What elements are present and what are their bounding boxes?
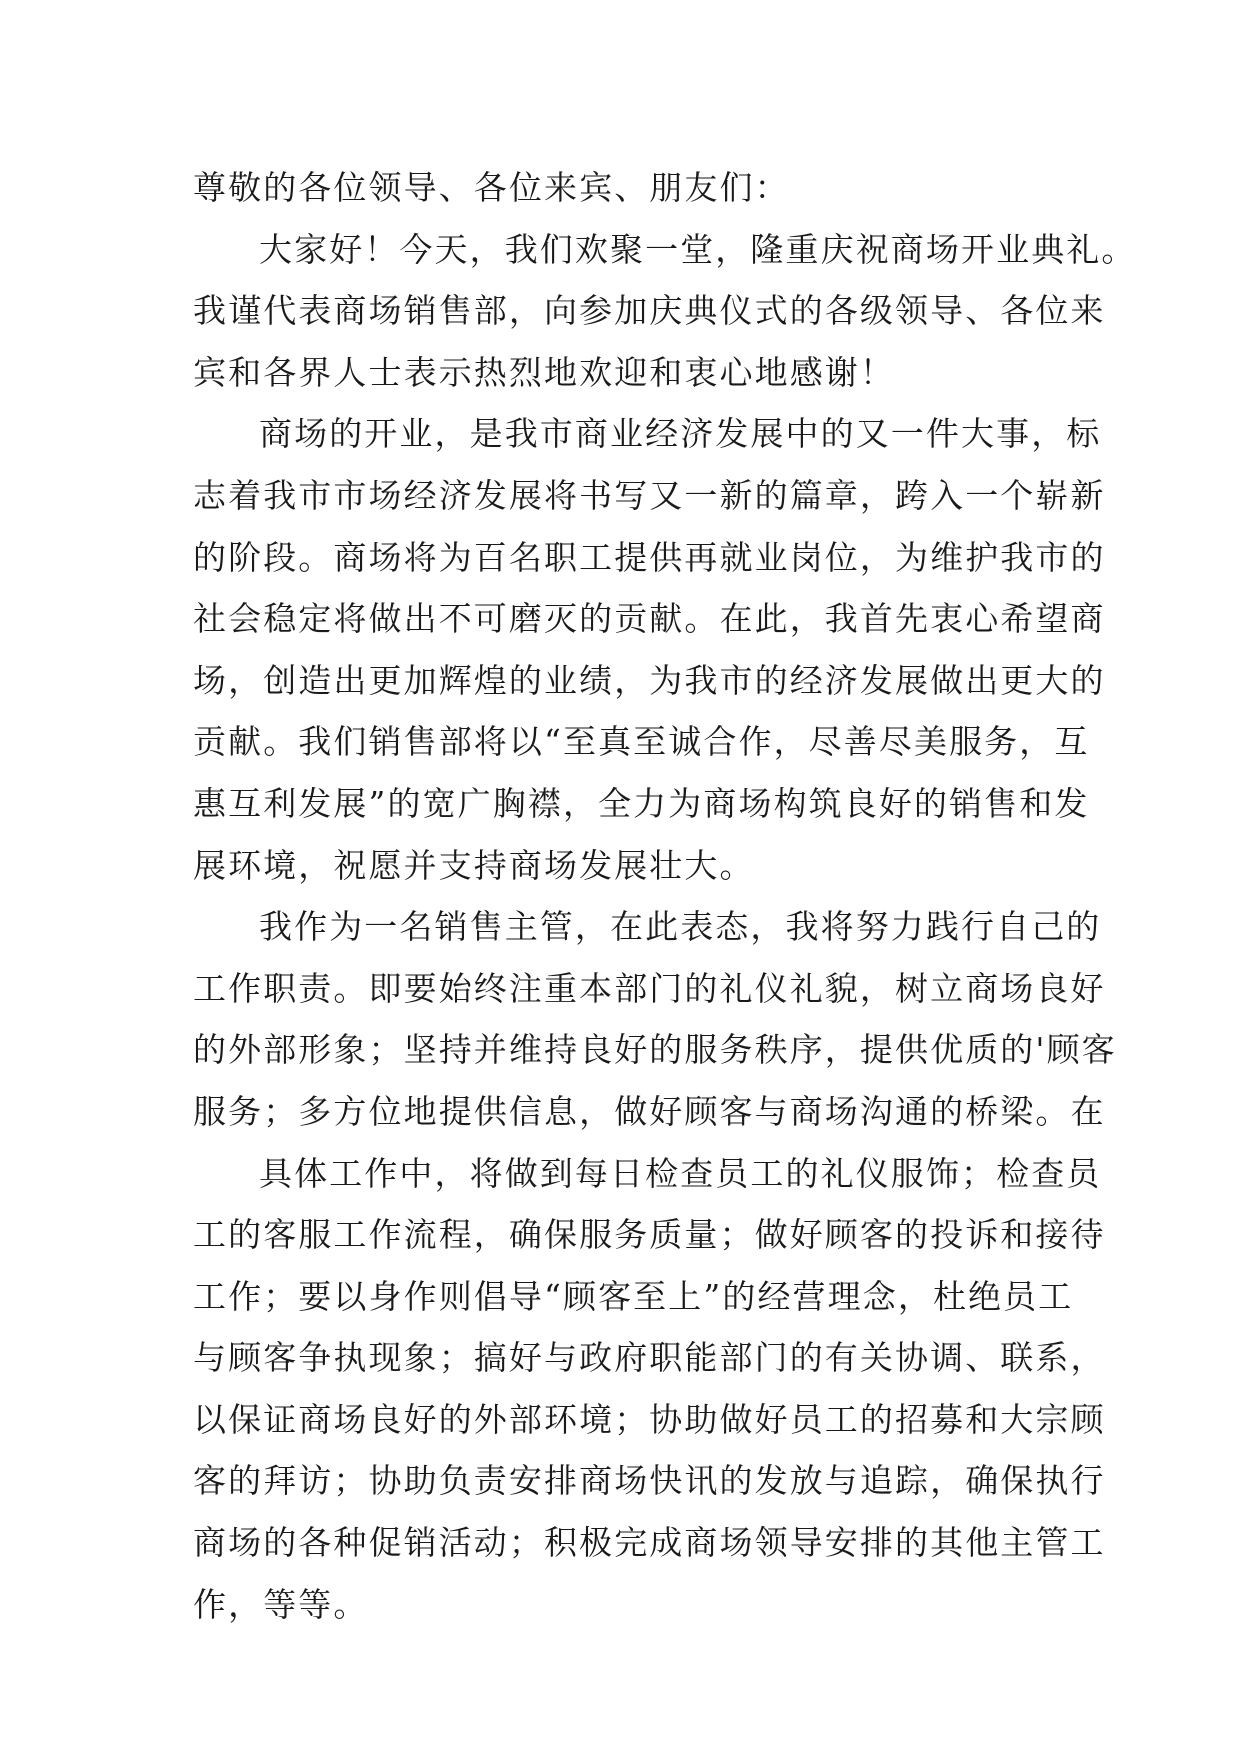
text-line: 以保证商场良好的外部环境；协助做好员工的招募和大宗顾 <box>193 1399 1106 1439</box>
paragraph-first-line: 我作为一名销售主管，在此表态，我将努力践行自己的 <box>259 907 1102 947</box>
text-line: 与顾客争执现象；搞好与政府职能部门的有关协调、联系， <box>193 1338 1106 1378</box>
text-line: 社会稳定将做出不可磨灭的贡献。在此，我首先衷心希望商 <box>193 599 1106 639</box>
text-line: 作，等等。 <box>193 1584 369 1624</box>
text-line: 惠互利发展”的宽广胸襟，全力为商场构筑良好的销售和发 <box>193 783 1090 823</box>
paragraph-first-line: 具体工作中，将做到每日检查员工的礼仪服饰；检查员 <box>259 1153 1102 1193</box>
text-line: 志着我市市场经济发展将书写又一新的篇章，跨入一个崭新 <box>193 475 1106 515</box>
text-line: 客的拜访；协助负责安排商场快讯的发放与追踪，确保执行 <box>193 1461 1106 1501</box>
text-line: 工作职责。即要始终注重本部门的礼仪礼貌，树立商场良好 <box>193 968 1106 1008</box>
text-line: 的阶段。商场将为百名职工提供再就业岗位，为维护我市的 <box>193 537 1106 577</box>
text-line: 宾和各界人士表示热烈地欢迎和衷心地感谢！ <box>193 352 895 392</box>
text-line: 尊敬的各位领导、各位来宾、朋友们： <box>193 168 790 207</box>
text-line: 商场的各种促销活动；积极完成商场领导安排的其他主管工 <box>193 1523 1106 1563</box>
document-body <box>193 157 1137 1635</box>
text-line: 服务；多方位地提供信息，做好顾客与商场沟通的桥梁。在 <box>193 1091 1106 1131</box>
text-line: 场，创造出更加辉煌的业绩，为我市的经济发展做出更大的 <box>193 660 1106 700</box>
text-line: 贡献。我们销售部将以“至真至诚合作，尽善尽美服务，互 <box>193 722 1090 762</box>
text-line: 展环境，祝愿并支持商场发展壮大。 <box>193 845 755 885</box>
paragraph-first-line: 大家好！今天，我们欢聚一堂，隆重庆祝商场开业典礼。 <box>259 229 1137 269</box>
paragraph-first-line: 商场的开业，是我市商业经济发展中的又一件大事，标 <box>259 414 1102 454</box>
text-line: 工的客服工作流程，确保服务质量；做好顾客的投诉和接待 <box>193 1215 1106 1255</box>
text-line: 工作；要以身作则倡导“顾客至上”的经营理念，杜绝员工 <box>193 1276 1074 1316</box>
text-line: 我谨代表商场销售部，向参加庆典仪式的各级领导、各位来 <box>193 291 1106 331</box>
text-line: 的外部形象；坚持并维持良好的服务秩序，提供优质的'顾客 <box>193 1030 1117 1070</box>
